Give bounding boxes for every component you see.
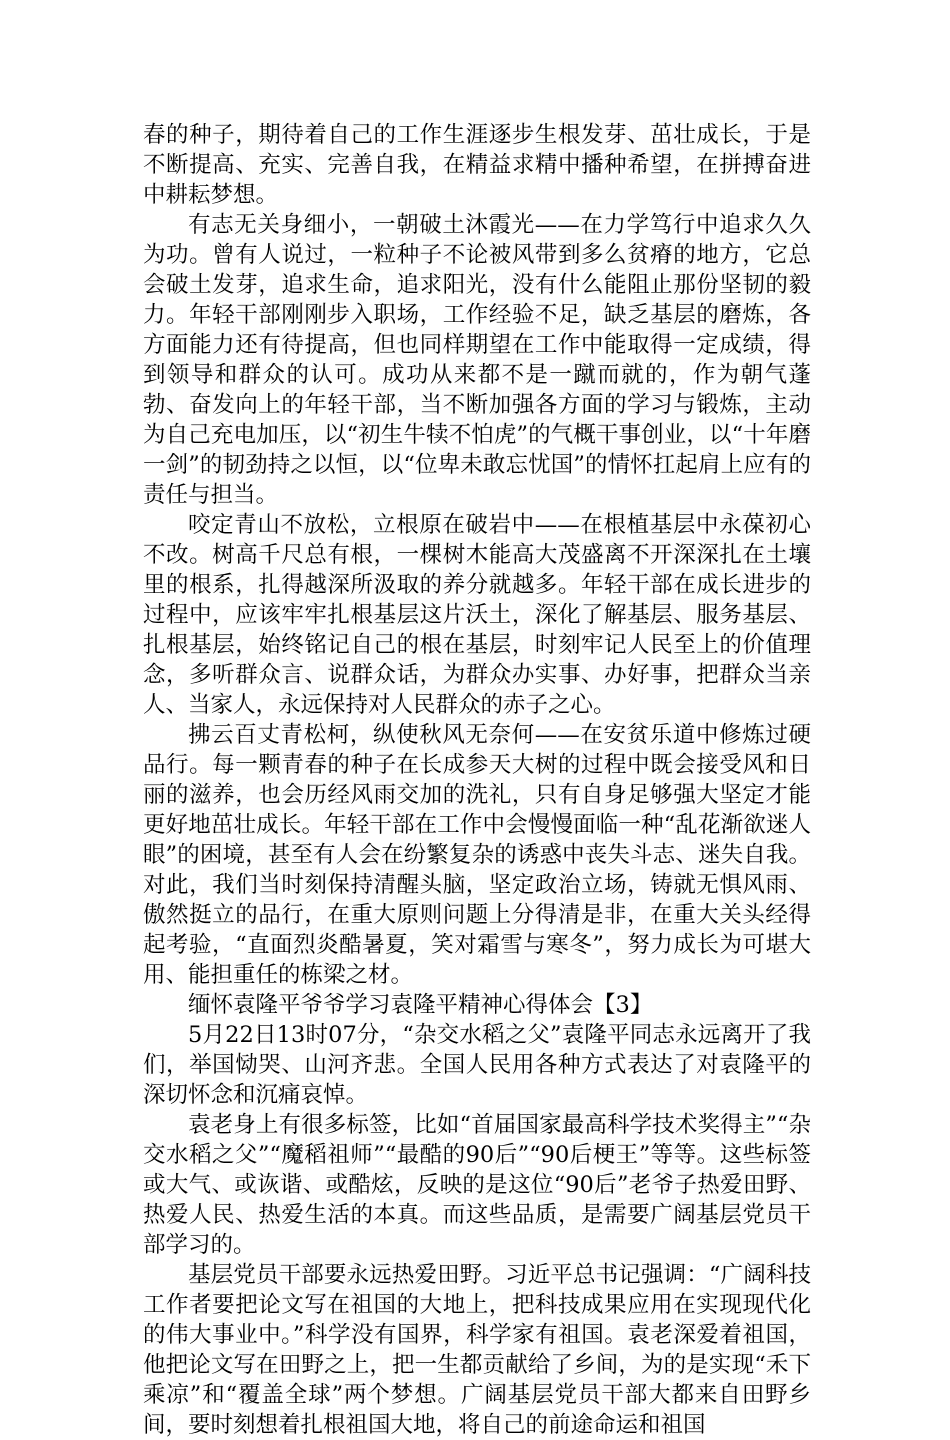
paragraph-grassroots-roots: 咬定青山不放松，立根原在破岩中——在根植基层中永葆初心不改。树高千尺总有根，一棵树木能高大茂盛离不开深深扎在土壤里的根系，扎得越深所汲取的养分就越多。年轻干部在成长进步的过程中，应该牢牢扎根基层这片沃土，深化了解基层、服务基层、扎根基层，始终铭记自己的根在基层，时刻牢记人民至上的价值理念，多听群众言、说群众话，为群众办实事、办好事，把群众当亲人、当家人，永远保持对人民群众的赤子之心。 — [143, 512, 811, 718]
paragraph-integrity: 拂云百丈青松柯，纵使秋风无奈何——在安贫乐道中修炼过硬品行。每一颗青春的种子在长成参天大树的过程中既会接受风和日丽的滋养，也会历经风雨交加的洗礼，只有自身足够强大坚定才能更好地茁壮成长。年轻干部在工作中会慢慢面临一种“乱花渐欲迷人眼”的困境，甚至有人会在纷繁复杂的诱惑中丧失斗志、迷失自我。对此，我们当时刻保持清醒头脑，坚定政治立场，铸就无惧风雨、傲然挺立的品行，在重大原则问题上分得清是非，在重大关头经得起考验，“直面烈炎酷暑夏，笑对霜雪与寒冬”，努力成长为可堪大用、能担重任的栋梁之材。 — [143, 722, 811, 988]
paragraph-memorial: 5月22日13时07分，“杂交水稻之父”袁隆平同志永远离开了我们，举国恸哭、山河齐悲。全国人民用各种方式表达了对袁隆平的深切怀念和沉痛哀悼。 — [143, 1022, 811, 1108]
paragraph-perseverance: 有志无关身细小，一朝破土沐霞光——在力学笃行中追求久久为功。曾有人说过，一粒种子不论被风带到多么贫瘠的地方，它总会破土发芽，追求生命，追求阳光，没有什么能阻止那份坚韧的毅力。年轻干部刚刚步入职场，工作经验不足，缺乏基层的磨炼，各方面能力还有待提高，但也同样期望在工作中能取得一定成绩，得到领导和群众的认可。成功从来都不是一蹴而就的，作为朝气蓬勃、奋发向上的年轻干部，当不断加强各方面的学习与锻炼，主动为自己充电加压，以“初生牛犊不怕虎”的气概干事创业，以“十年磨一剑”的韧劲持之以恒，以“位卑未敢忘忧国”的情怀扛起肩上应有的责任与担当。 — [143, 212, 811, 508]
paragraph-labels: 袁老身上有很多标签，比如“首届国家最高科学技术奖得主”“杂交水稻之父”“魔稻祖师”“最酷的90后”“90后梗王”等等。这些标签或大气、或诙谐、或酷炫，反映的是这位“90后”老爷子热爱田野、热爱人民、热爱生活的本真。而这些品质，是需要广阔基层党员干部学习的。 — [143, 1112, 811, 1258]
paragraph-continuation: 春的种子，期待着自己的工作生涯逐步生根发芽、茁壮成长，于是不断提高、充实、完善自我，在精益求精中播种希望，在拼搏奋进中耕耘梦想。 — [143, 122, 811, 208]
section-heading: 缅怀袁隆平爷爷学习袁隆平精神心得体会【3】 — [188, 992, 653, 1018]
document-body — [143, 120, 811, 1440]
paragraph-love-fields: 基层党员干部要永远热爱田野。习近平总书记强调：“广阔科技工作者要把论文写在祖国的大地上，把科技成果应用在实现现代化的伟大事业中。”科学没有国界，科学家有祖国。袁老深爱着祖国，他把论文写在田野之上，把一生都贡献给了乡间，为的是实现“禾下乘凉”和“覆盖全球”两个梦想。广阔基层党员干部大都来自田野乡间，要时刻想着扎根祖国大地，将自己的前途命运和祖国 — [143, 1262, 811, 1438]
